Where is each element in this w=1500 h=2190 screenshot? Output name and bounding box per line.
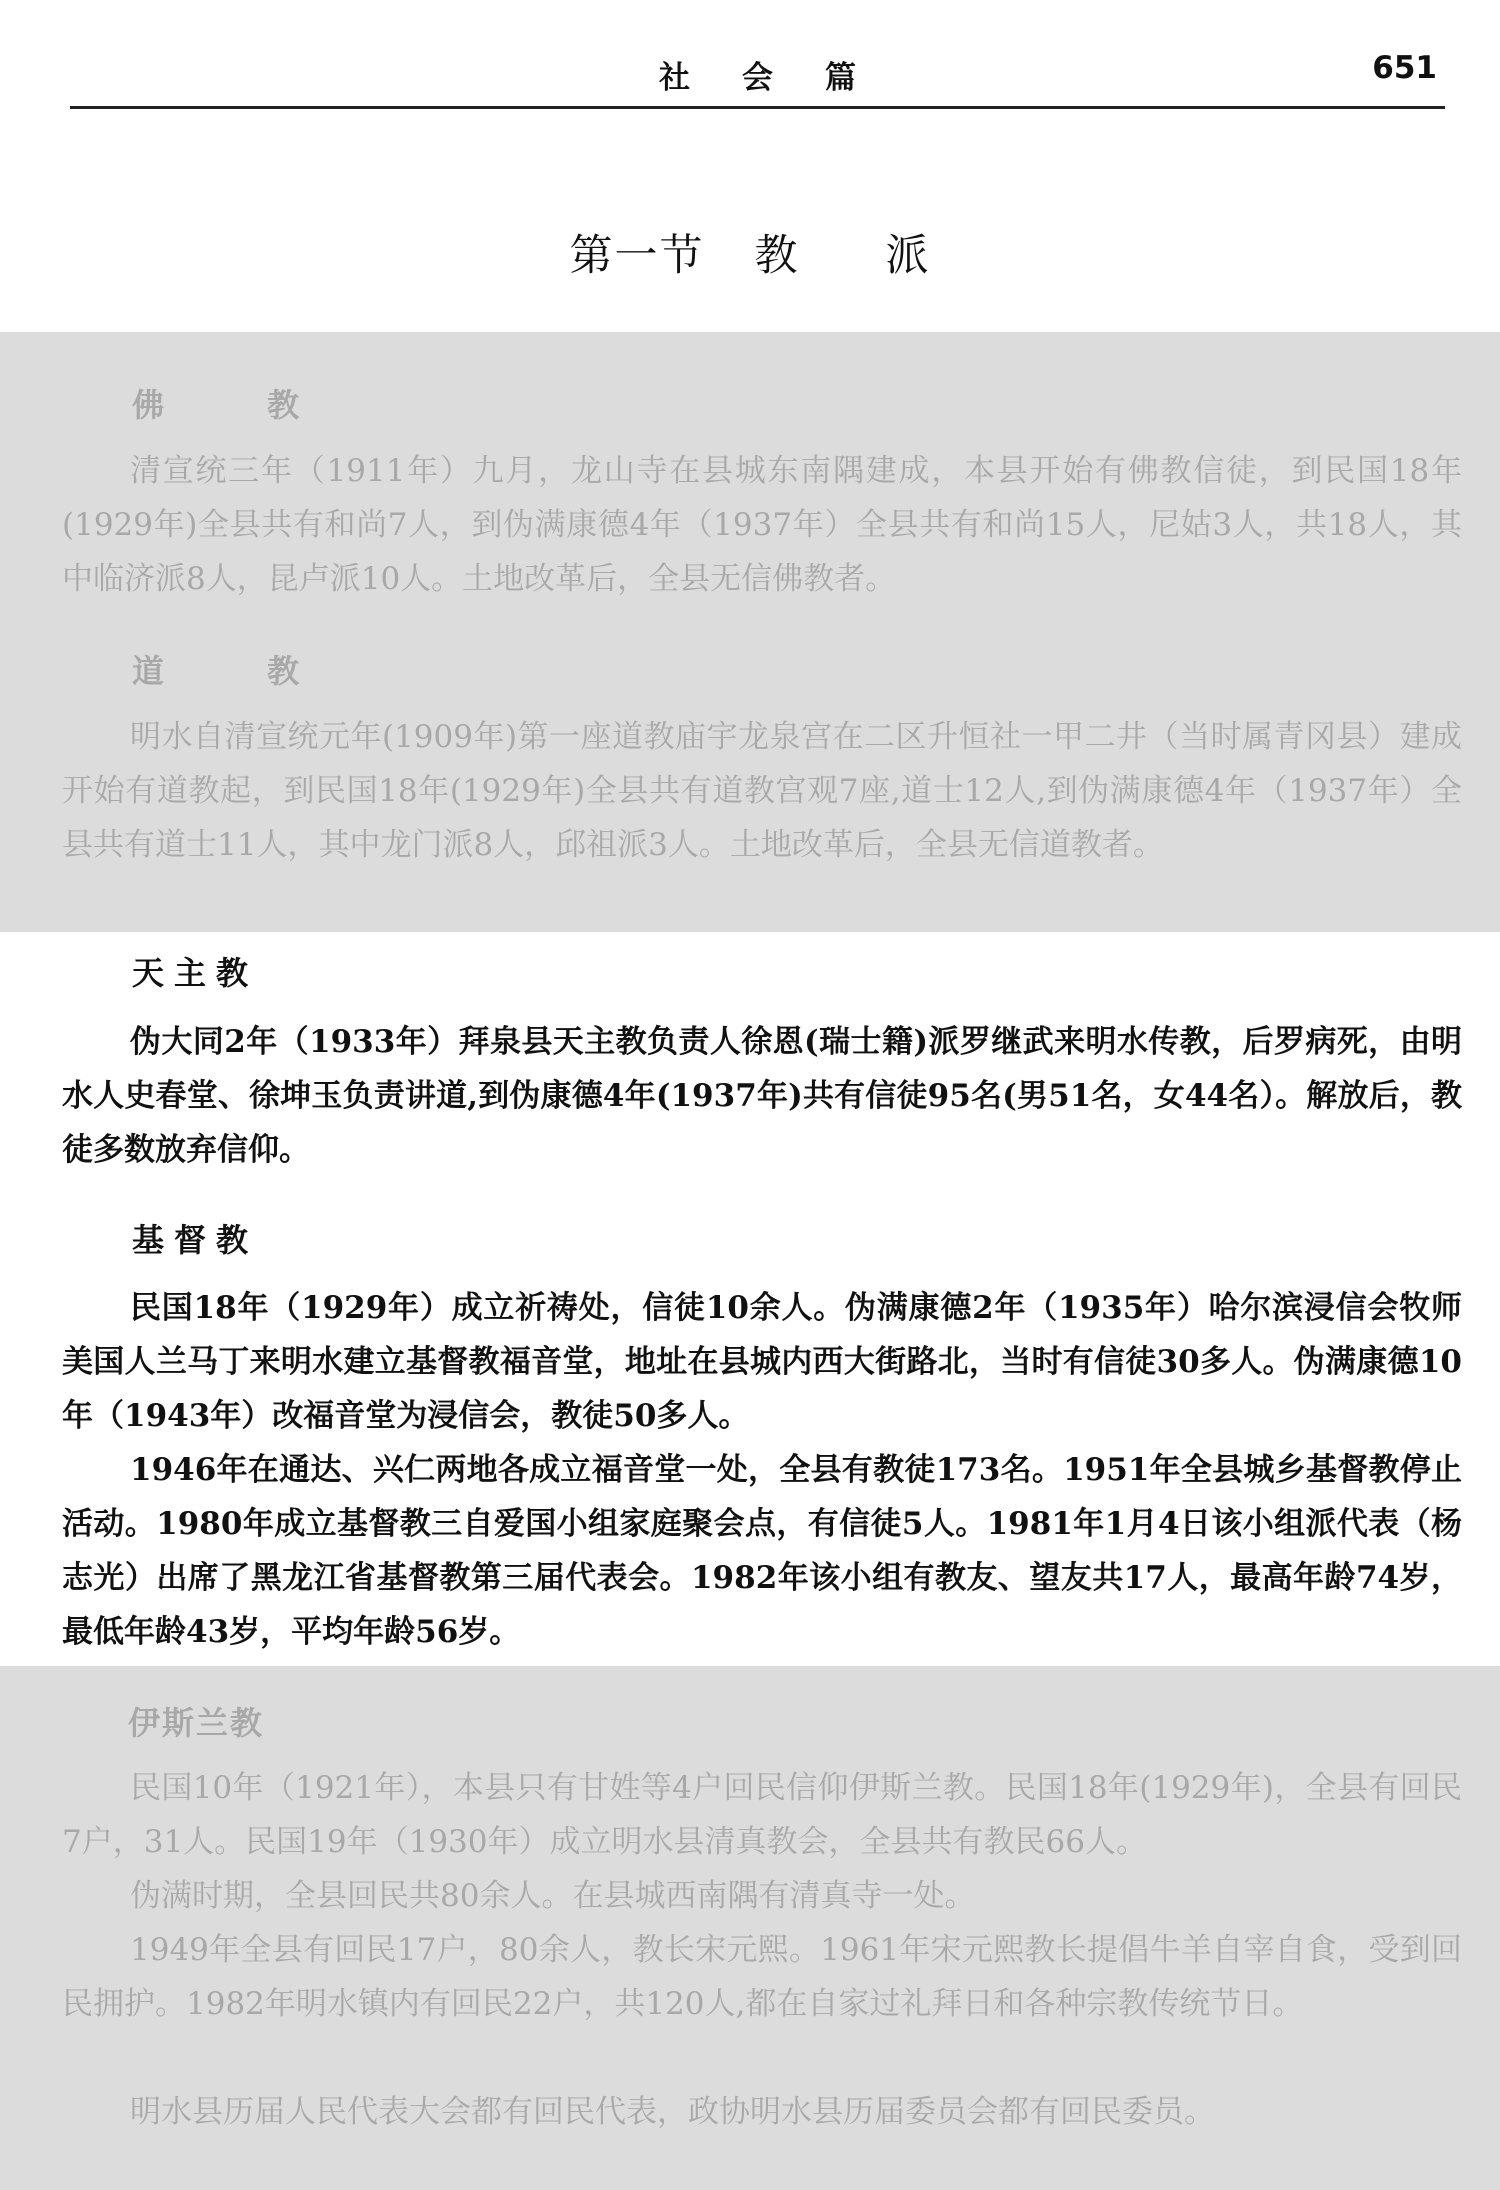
paragraph-catholicism-1: 伪大同2年（1933年）拜泉县天主教负责人徐恩(瑞士籍)派罗继武来明水传教，后罗病死，由明水人史春堂、徐坤玉负责讲道,到伪康德4年(1937年)共有信徒95名(男51名，女44名）。解放后，教徒多数放弃信仰。 bbox=[62, 1024, 1462, 1168]
heading-islam: 伊斯兰教 bbox=[128, 1704, 265, 1742]
heading-catholicism: 天主教 bbox=[132, 954, 259, 992]
paragraph-islam-1: 民国10年（1921年），本县只有甘姓等4户回民信仰伊斯兰教。民国18年(1929年)，全县有回民7户，31人。民国19年（1930年）成立明水县清真教会，全县共有教民66人。 bbox=[62, 1770, 1462, 1860]
heading-buddhism: 佛 教 bbox=[132, 386, 346, 424]
paragraph-taoism-1: 明水自清宣统元年(1909年)第一座道教庙宇龙泉宫在二区升恒社一甲二井（当时属青冈县）建成开始有道教起，到民国18年(1929年)全县共有道教宫观7座,道士12人,到伪满康德4年（1937年）全县共有道士11人，其中龙门派8人，邱祖派3人。土地改革后，全县无信道教者。 bbox=[62, 719, 1462, 863]
heading-taoism: 道 教 bbox=[132, 652, 346, 690]
section-title-word-2: 派 bbox=[885, 231, 931, 281]
paragraph-islam-2: 伪满时期，全县回民共80余人。在县城西南隅有清真寺一处。 bbox=[130, 1878, 976, 1914]
section-title-word-1: 教 bbox=[754, 231, 800, 281]
paragraph-buddhism-1: 清宣统三年（1911年）九月，龙山寺在县城东南隅建成，本县开始有佛教信徒，到民国18年(1929年)全县共有和尚7人，到伪满康德4年（1937年）全县共有和尚15人，尼姑3人，共18人，其中临济派8人，昆卢派10人。土地改革后，全县无信佛教者。 bbox=[62, 453, 1462, 597]
page-number: 651 bbox=[1372, 50, 1437, 86]
paragraph-islam-4: 明水县历届人民代表大会都有回民代表，政协明水县历届委员会都有回民委员。 bbox=[130, 2094, 1215, 2130]
header-rule bbox=[70, 106, 1445, 109]
section-title bbox=[0, 222, 1500, 283]
page-header bbox=[70, 44, 1445, 104]
section-title-number: 第一节 bbox=[569, 231, 705, 281]
heading-christianity: 基督教 bbox=[132, 1221, 259, 1259]
paragraph-islam-3: 1949年全县有回民17户，80余人，教长宋元熙。1961年宋元熙教长提倡牛羊自宰自食，受到回民拥护。1982年明水镇内有回民22户，共120人,都在自家过礼拜日和各种宗教传统节日。 bbox=[62, 1932, 1462, 2022]
paragraph-christianity-2: 1946年在通达、兴仁两地各成立福音堂一处，全县有教徒173名。1951年全县城乡基督教停止活动。1980年成立基督教三自爱国小组家庭聚会点，有信徒5人。1981年1月4日该小组派代表（杨志光）出席了黑龙江省基督教第三届代表会。1982年该小组有教友、望友共17人，最高年龄74岁，最低年龄43岁，平均年龄56岁。 bbox=[62, 1452, 1462, 1650]
running-title: 社会篇 bbox=[659, 60, 908, 96]
paragraph-christianity-1: 民国18年（1929年）成立祈祷处，信徒10余人。伪满康德2年（1935年）哈尔滨浸信会牧师美国人兰马丁来明水建立基督教福音堂，地址在县城内西大街路北，当时有信徒30多人。伪满康德10年（1943年）改福音堂为浸信会，教徒50多人。 bbox=[62, 1290, 1462, 1434]
